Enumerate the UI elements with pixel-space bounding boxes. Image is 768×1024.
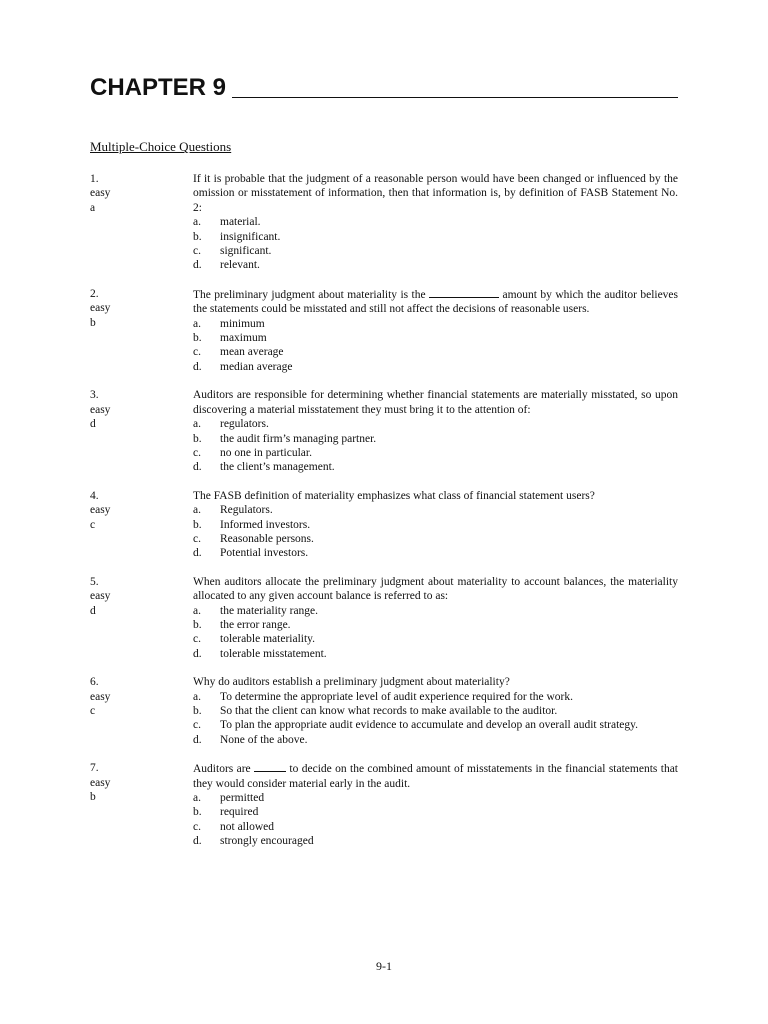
option-text: no one in particular.	[220, 446, 312, 459]
question-7	[90, 761, 678, 848]
chapter-header	[90, 74, 678, 102]
option-letter: a.	[193, 418, 201, 431]
option-letter: b.	[193, 705, 202, 717]
question-1	[90, 172, 678, 273]
question-difficulty: easy	[90, 504, 111, 517]
question-stem	[193, 761, 678, 791]
option-a	[193, 503, 678, 517]
question-answer: c	[90, 518, 96, 531]
question-body	[193, 575, 678, 661]
option-letter: b.	[193, 806, 202, 819]
option-text: Potential investors.	[220, 547, 309, 560]
option-letter: d.	[193, 547, 202, 560]
option-letter: a.	[193, 690, 201, 703]
question-difficulty: easy	[90, 690, 111, 703]
fill-in-blank	[254, 761, 286, 772]
option-letter: d.	[193, 733, 202, 746]
question-stem	[193, 287, 678, 317]
question-number: 4.	[90, 489, 99, 502]
fill-in-blank	[429, 287, 499, 298]
option-b	[193, 704, 678, 718]
option-d	[193, 360, 678, 374]
option-text: not allowed	[220, 820, 274, 833]
option-letter: c.	[193, 245, 201, 258]
option-c	[193, 446, 678, 460]
option-letter: a.	[193, 504, 201, 517]
option-text: To plan the appropriate audit evidence to accumulate and develop an overall audit strategy.	[220, 719, 639, 732]
option-text: Regulators.	[220, 504, 273, 517]
question-meta	[90, 287, 193, 374]
question-body	[193, 388, 678, 474]
option-text: regulators.	[220, 418, 269, 431]
question-5	[90, 575, 678, 661]
option-letter: c.	[193, 446, 201, 459]
option-text: None of the above.	[220, 733, 308, 746]
question-body	[193, 287, 678, 374]
option-letter: d.	[193, 461, 202, 474]
question-number: 5.	[90, 575, 99, 588]
option-c	[193, 244, 678, 258]
question-stem: Auditors are responsible for determining whether financial statements are materially misstated, so upon discovering a material misstatement they must bring it to the attention of:	[193, 389, 678, 416]
option-text: Reasonable persons.	[220, 532, 314, 545]
question-difficulty: easy	[90, 187, 111, 200]
option-a	[193, 215, 678, 229]
option-b	[193, 432, 678, 446]
option-letter: b.	[193, 332, 202, 345]
option-letter: c.	[193, 719, 201, 732]
option-c	[193, 718, 678, 732]
question-body	[193, 761, 678, 848]
question-meta	[90, 761, 193, 848]
option-letter: c.	[193, 532, 201, 545]
page-number: 9-1	[376, 959, 392, 973]
stem-text-after: to decide on the combined amount of misstatements in the financial statements that they would consider material early in the audit.	[193, 763, 678, 790]
option-list	[193, 604, 678, 662]
chapter-title: CHAPTER 9	[90, 74, 227, 101]
option-text: the error range.	[220, 618, 291, 631]
option-b	[193, 230, 678, 244]
stem-text-before: The preliminary judgment about materiality is the	[193, 288, 426, 301]
option-text: maximum	[220, 332, 267, 345]
option-text: mean average	[220, 346, 284, 359]
question-body	[193, 675, 678, 747]
option-text: minimum	[220, 317, 265, 330]
chapter-title-rule	[232, 97, 678, 98]
stem-text-after: amount by which the auditor believes the statements could be misstated and still not affect the decisions of reasonable users.	[193, 288, 679, 316]
option-b	[193, 618, 678, 632]
option-text: the client’s management.	[220, 461, 335, 474]
question-meta	[90, 388, 193, 474]
option-text: median average	[220, 360, 293, 373]
option-list	[193, 215, 678, 273]
option-text: the materiality range.	[220, 604, 319, 617]
option-a	[193, 791, 678, 805]
option-d	[193, 733, 678, 747]
option-text: To determine the appropriate level of audit experience required for the work.	[220, 690, 573, 703]
question-6	[90, 675, 678, 747]
option-letter: a.	[193, 216, 201, 229]
option-b	[193, 331, 678, 345]
option-d	[193, 834, 678, 848]
option-text: relevant.	[220, 259, 260, 272]
option-letter: b.	[193, 618, 202, 631]
option-text: permitted	[220, 792, 265, 805]
question-list	[90, 172, 678, 863]
option-letter: a.	[193, 792, 201, 805]
question-stem: Why do auditors establish a preliminary judgment about materiality?	[193, 676, 510, 689]
option-list	[193, 503, 678, 561]
option-text: tolerable misstatement.	[220, 647, 327, 660]
question-4	[90, 489, 678, 561]
option-letter: b.	[193, 432, 202, 445]
option-letter: a.	[193, 317, 201, 330]
option-d	[193, 258, 678, 272]
question-stem: The FASB definition of materiality emphasizes what class of financial statement users?	[193, 489, 595, 502]
question-3	[90, 388, 678, 474]
question-answer: b	[90, 791, 96, 803]
stem-text-before: Auditors are	[193, 763, 251, 776]
question-difficulty: easy	[90, 302, 111, 315]
option-text: insignificant.	[220, 230, 281, 243]
question-difficulty: easy	[90, 403, 111, 416]
option-letter: d.	[193, 647, 202, 660]
question-difficulty: easy	[90, 776, 111, 789]
option-letter: a.	[193, 604, 201, 617]
question-stem: When auditors allocate the preliminary judgment about materiality to account balances, the materiality allocated to any given account balance is referred to as:	[193, 575, 678, 603]
option-text: the audit firm’s managing partner.	[220, 432, 377, 445]
question-meta	[90, 675, 193, 747]
question-number: 2.	[90, 287, 99, 300]
question-number: 7.	[90, 762, 99, 775]
option-text: strongly encouraged	[220, 835, 314, 848]
option-text: tolerable materiality.	[220, 633, 316, 646]
option-a	[193, 417, 678, 431]
option-letter: c.	[193, 820, 201, 833]
question-meta	[90, 489, 193, 561]
question-answer: c	[90, 704, 96, 717]
option-list	[193, 417, 678, 475]
option-d	[193, 546, 678, 560]
option-c	[193, 345, 678, 359]
question-answer: b	[90, 316, 96, 329]
question-number: 1.	[90, 173, 99, 185]
option-letter: d.	[193, 259, 202, 272]
question-difficulty: easy	[90, 590, 111, 603]
option-d	[193, 647, 678, 661]
question-answer: d	[90, 418, 96, 431]
option-text: So that the client can know what records to make available to the auditor.	[220, 705, 558, 717]
question-meta	[90, 172, 193, 273]
option-b	[193, 518, 678, 532]
question-stem: If it is probable that the judgment of a reasonable person would have been changed or influenced by the omission or misstatement of information, then that information is, by definition of FASB Statement No. 2:	[193, 173, 678, 214]
option-b	[193, 805, 678, 819]
option-a	[193, 604, 678, 618]
option-a	[193, 690, 678, 704]
section-title: Multiple-Choice Questions	[90, 139, 232, 154]
option-c	[193, 820, 678, 834]
option-a	[193, 317, 678, 331]
question-answer: a	[90, 201, 96, 214]
option-letter: b.	[193, 230, 202, 243]
question-body	[193, 172, 678, 273]
option-letter: c.	[193, 346, 201, 359]
option-text: required	[220, 806, 259, 819]
option-letter: d.	[193, 360, 202, 373]
question-body	[193, 489, 678, 561]
option-text: significant.	[220, 245, 272, 258]
option-list	[193, 317, 678, 375]
option-text: material.	[220, 216, 261, 229]
question-number: 3.	[90, 389, 99, 402]
option-text: Informed investors.	[220, 518, 311, 531]
option-letter: c.	[193, 633, 201, 646]
question-answer: d	[90, 604, 96, 617]
question-number: 6.	[90, 676, 99, 689]
option-letter: b.	[193, 518, 202, 531]
option-list	[193, 791, 678, 849]
option-letter: d.	[193, 835, 202, 848]
option-d	[193, 460, 678, 474]
option-c	[193, 532, 678, 546]
option-c	[193, 632, 678, 646]
question-2	[90, 287, 678, 374]
question-meta	[90, 575, 193, 661]
option-list	[193, 690, 678, 748]
